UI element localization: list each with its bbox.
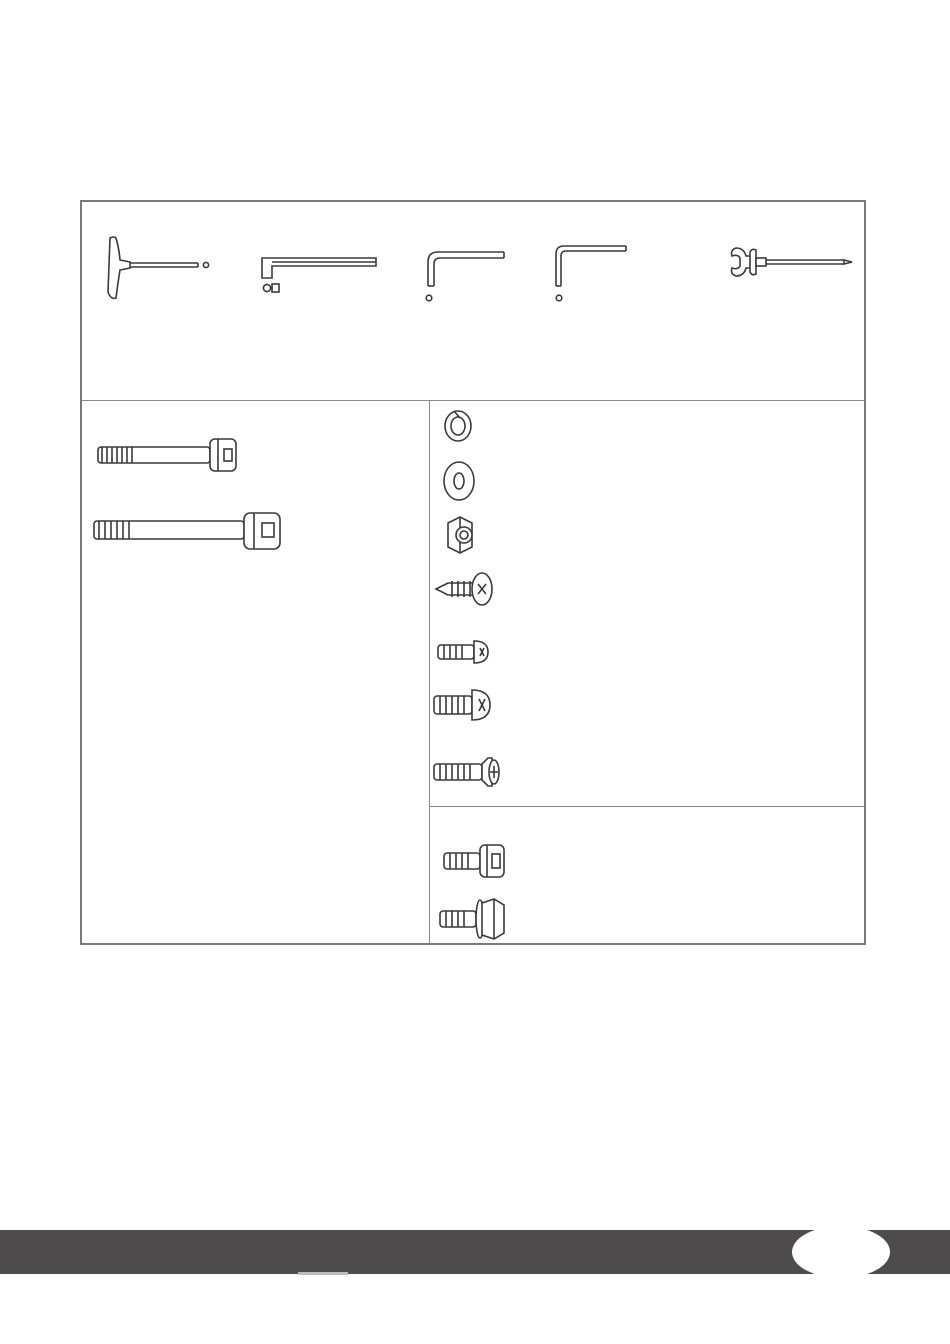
hex-socket-bolt-medium-icon [94,435,244,475]
t-handle-hex-key-icon [102,232,214,302]
pan-head-screw-small-icon [436,637,492,667]
countersunk-screw-icon [432,755,504,789]
nylon-lock-nut-icon [440,513,480,557]
page-number-badge [792,1226,890,1278]
spring-washer-icon [440,407,476,445]
allen-key-small-icon [548,240,632,306]
hex-socket-bolt-long-icon [90,509,286,553]
self-tapping-screw-icon [434,569,498,609]
multi-wrench-screwdriver-icon [726,242,856,282]
long-bolts-section [82,401,430,943]
allen-key-icon [418,246,510,306]
pan-head-screw-large-icon [432,687,494,723]
bottom-bolts-section [430,807,864,943]
flat-washer-icon [440,459,478,503]
small-hardware-section [430,401,864,807]
hex-socket-bolt-short-icon [442,841,508,881]
socket-wrench-icon [258,250,382,298]
footer-mark [298,1272,348,1275]
hardware-list-frame [80,200,866,945]
tools-section [82,202,864,401]
hex-flange-bolt-icon [438,897,510,941]
